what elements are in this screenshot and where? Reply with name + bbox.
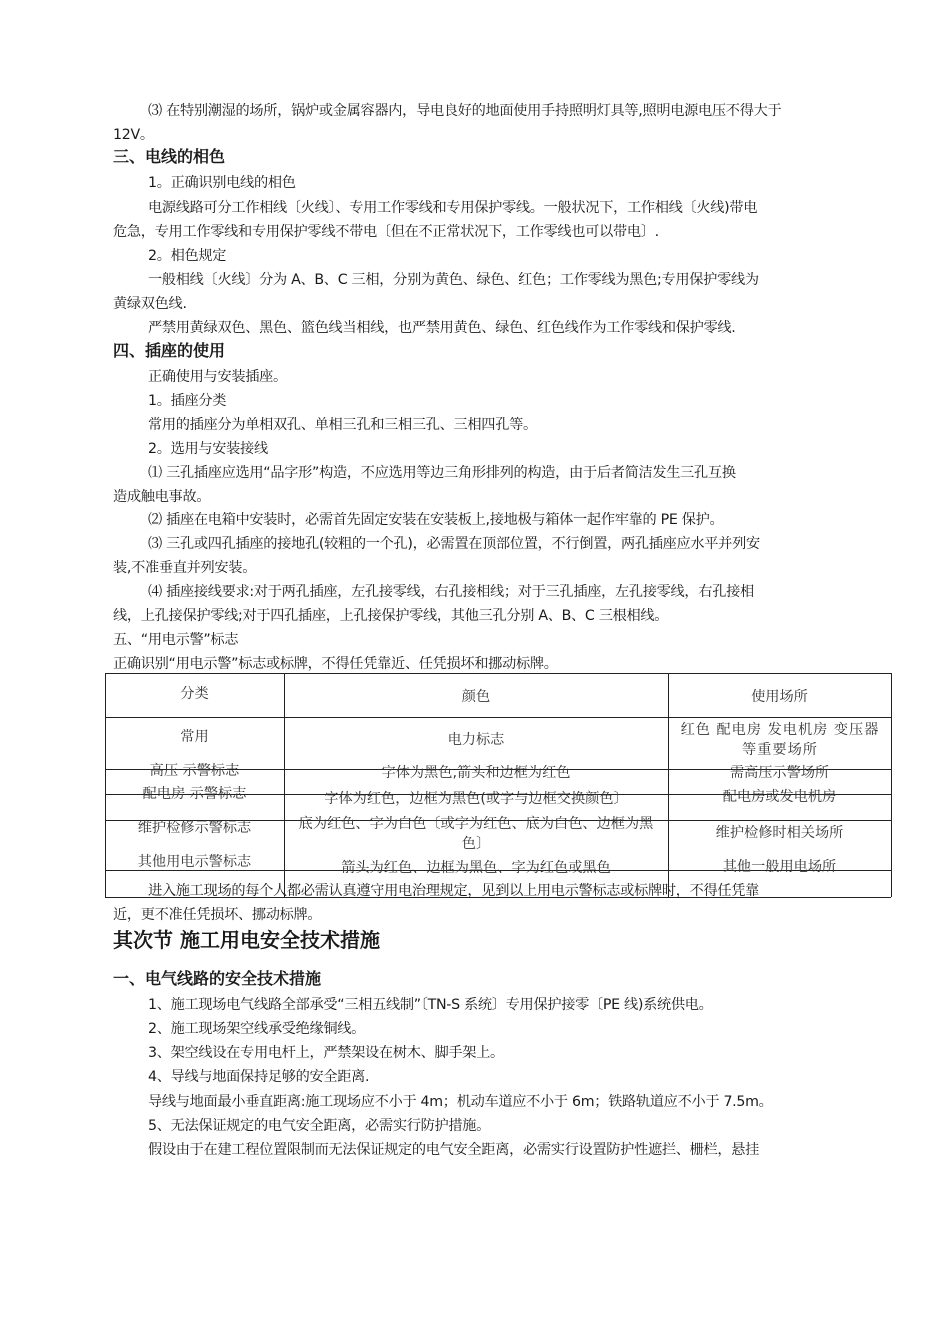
paragraph-line: 危急，专用工作零线和专用保护零线不带电〔但在不正常状况下，工作零线也可以带电〕. (113, 224, 659, 240)
table-cell: 字体为红色，边框为黑色(或字与边框交换颜色〕 (324, 791, 628, 807)
paragraph-line: 黄绿双色线. (113, 296, 187, 312)
table-cell: 其他一般用电场所 (722, 859, 837, 875)
paragraph-line: ⑶ 三孔或四孔插座的接地孔(较粗的一个孔)，必需置在顶部位置，不行倒置，两孔插座应水平并列安 (148, 536, 760, 552)
table-cell: 字体为黑色,箭头和边框为红色 (381, 765, 571, 781)
paragraph-line: 一般相线〔火线〕分为 A、B、C 三相，分别为黄色、绿色、红色；工作零线为黑色;专用保护零线为 (148, 272, 759, 288)
list-item: 2、施工现场架空线承受绝缘铜线。 (148, 1021, 366, 1037)
paragraph-line: 装,不准垂直并列安装。 (113, 560, 257, 576)
table-cell: 红色 配电房 发电机房 变压器等重要场所 (680, 722, 880, 758)
table-cell: 常用 (180, 729, 209, 745)
paragraph-line: 假设由于在建工程位置限制而无法保证规定的电气安全距离，必需实行设置防护性遮拦、栅栏，悬挂 (148, 1142, 760, 1158)
paragraph-line: ⑵ 插座在电箱中安装时，必需首先固定安装在安装板上,接地极与箱体一起作牢靠的 PE 保护。 (148, 512, 724, 528)
list-item: 5、无法保证规定的电气安全距离，必需实行防护措施。 (148, 1118, 491, 1134)
table-cell: 其他用电示警标志 (137, 854, 252, 870)
subheading: 1。正确识别电线的相色 (148, 175, 296, 191)
paragraph-line: 电源线路可分工作相线〔火线〕、专用工作零线和专用保护零线。一般状况下，工作相线〔火线)带电 (148, 200, 758, 216)
subheading: 2。选用与安装接线 (148, 441, 268, 457)
paragraph-line: 常用的插座分为单相双孔、单相三孔和三相三孔、三相四孔等。 (148, 417, 537, 433)
table-header: 分类 (180, 686, 209, 702)
table-cell: 维护检修时相关场所 (715, 825, 844, 841)
table-cell: 需高压示警场所 (729, 765, 830, 781)
table-cell: 电力标志 (447, 732, 505, 748)
table-cell: 底为红色、字为白色〔或字为红色、底为白色、边框为黑色〕 (298, 816, 654, 852)
paragraph-line: ⑷ 插座接线要求:对于两孔插座，左孔接零线，右孔接相线；对于三孔插座，左孔接零线，右孔接相 (148, 584, 754, 600)
paragraph-line: 正确识别“用电示警”标志或标牌，不得任凭靠近、任凭损坏和挪动标牌。 (113, 656, 558, 672)
paragraph-line: 导线与地面最小垂直距离:施工现场应不小于 4m；机动车道应不小于 6m；铁路轨道应不小于 7.5m。 (148, 1094, 773, 1110)
table-header: 颜色 (461, 689, 491, 705)
paragraph-line: 造成触电事故。 (113, 489, 211, 505)
table-border (105, 673, 891, 674)
table-cell: 配电房或发电机房 (722, 789, 837, 805)
paragraph-line: ⑶ 在特别潮湿的场所，锅炉或金属容器内，导电良好的地面使用手持照明灯具等,照明电源电压不得大于 (148, 103, 782, 119)
list-item: 4、导线与地面保持足够的安全距离. (148, 1069, 370, 1085)
subheading: 1。插座分类 (148, 393, 227, 409)
section-heading: 四、插座的使用 (113, 341, 226, 360)
paragraph-line: 正确使用与安装插座。 (148, 369, 287, 385)
paragraph-line: 进入施工现场的每个人都必需认真遵守用电治理规定，见到以上用电示警标志或标牌时，不得任凭靠 (148, 883, 760, 899)
table-cell: 维护检修示警标志 (137, 820, 252, 836)
table-cell: 箭头为红色、边框为黑色、字为红色或黑色 (341, 860, 611, 876)
chapter-heading: 其次节 施工用电安全技术措施 (113, 928, 380, 952)
paragraph-line: 近，更不准任凭损坏、挪动标牌。 (113, 907, 322, 923)
subheading: 2。相色规定 (148, 248, 227, 264)
table-border (105, 717, 891, 718)
paragraph-line: 严禁用黄绿双色、黑色、篮色线当相线，也严禁用黄色、绿色、红色线作为工作零线和保护零线. (148, 320, 736, 336)
list-item: 1、施工现场电气线路全部承受“三相五线制”〔TN-S 系统〕专用保护接零〔PE 线)系统供电。 (148, 997, 713, 1013)
paragraph-line: 12V。 (113, 127, 154, 143)
table-header: 使用场所 (751, 689, 808, 705)
table-border (891, 673, 892, 897)
table-cell: 高压 示警标志 (149, 763, 240, 779)
list-item: 3、架空线设在专用电杆上，严禁架设在树木、脚手架上。 (148, 1045, 504, 1061)
paragraph-line: 五、“用电示警”标志 (113, 632, 239, 648)
table-cell: 配电房 示警标志 (142, 786, 247, 802)
paragraph-line: 线，上孔接保护零线;对于四孔插座，上孔接保护零线，其他三孔分别 A、B、C 三根相线。 (113, 608, 669, 624)
paragraph-line: ⑴ 三孔插座应选用“品字形”构造，不应选用等边三角形排列的构造，由于后者简洁发生三孔互换 (148, 465, 736, 481)
section-heading: 一、电气线路的安全技术措施 (113, 969, 322, 988)
section-heading: 三、电线的相色 (113, 147, 226, 166)
